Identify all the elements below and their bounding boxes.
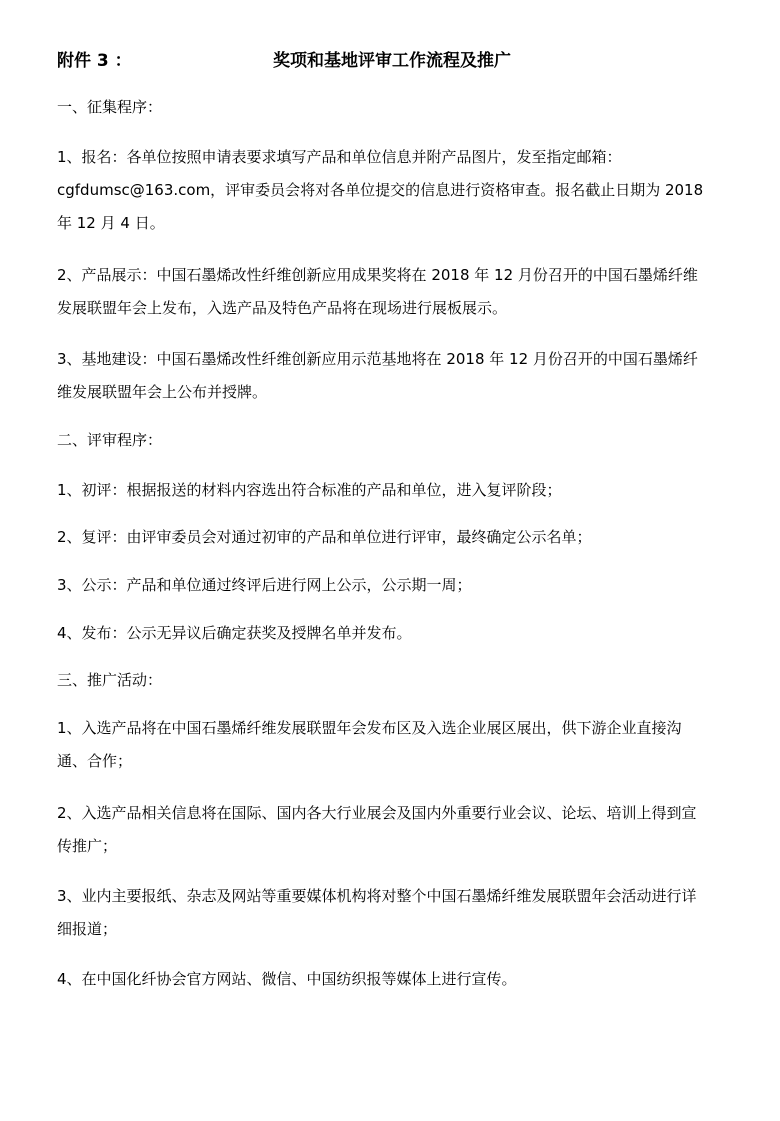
paragraph-release	[57, 617, 707, 650]
list-item: 3、公示：产品和单位通过终评后进行网上公示，公示期一周；	[57, 576, 472, 594]
list-item: 2、入选产品相关信息将在国际、国内各大行业展会及国内外重要行业会议、论坛、培训上得到宣传推广；	[57, 804, 697, 855]
paragraph-promotion-2	[57, 797, 707, 863]
paragraph-registration	[57, 141, 707, 240]
list-item: 1、报名：各单位按照申请表要求填写产品和单位信息并附产品图片，发至指定邮箱：cgfdumsc@163.com，评审委员会将对各单位提交的信息进行资格审查。报名截止日期为 2018 年 12 月 4 日。	[57, 148, 704, 232]
paragraph-publicity	[57, 569, 707, 602]
paragraph-promotion-4	[57, 963, 707, 996]
list-item: 3、业内主要报纸、杂志及网站等重要媒体机构将对整个中国石墨烯纤维发展联盟年会活动进行详细报道；	[57, 887, 697, 938]
attachment-label: 附件 3 ：	[57, 51, 132, 71]
list-item: 1、初评：根据报送的材料内容选出符合标准的产品和单位，进入复评阶段；	[57, 481, 562, 499]
section-heading-promotion: 三、推广活动：	[57, 671, 163, 689]
document-title: 奖项和基地评审工作流程及推广	[273, 51, 511, 71]
list-item: 1、入选产品将在中国石墨烯纤维发展联盟年会发布区及入选企业展区展出，供下游企业直接沟通、合作；	[57, 719, 682, 770]
document-header	[57, 46, 717, 76]
list-item: 4、发布：公示无异议后确定获奖及授牌名单并发布。	[57, 624, 412, 642]
paragraph-promotion-1	[57, 712, 707, 778]
paragraph-product-display	[57, 259, 707, 325]
section-heading-collection: 一、征集程序：	[57, 98, 163, 116]
paragraph-second-review	[57, 521, 707, 554]
section-heading-review: 二、评审程序：	[57, 431, 163, 449]
list-item: 3、基地建设：中国石墨烯改性纤维创新应用示范基地将在 2018 年 12 月份召开的中国石墨烯纤维发展联盟年会上公布并授牌。	[57, 350, 698, 401]
paragraph-initial-review	[57, 474, 707, 507]
list-item: 4、在中国化纤协会官方网站、微信、中国纺织报等媒体上进行宣传。	[57, 970, 517, 988]
list-item: 2、产品展示：中国石墨烯改性纤维创新应用成果奖将在 2018 年 12 月份召开的中国石墨烯纤维发展联盟年会上发布，入选产品及特色产品将在现场进行展板展示。	[57, 266, 698, 317]
paragraph-base-construction	[57, 343, 707, 409]
paragraph-promotion-3	[57, 880, 707, 946]
list-item: 2、复评：由评审委员会对通过初审的产品和单位进行评审，最终确定公示名单；	[57, 528, 592, 546]
